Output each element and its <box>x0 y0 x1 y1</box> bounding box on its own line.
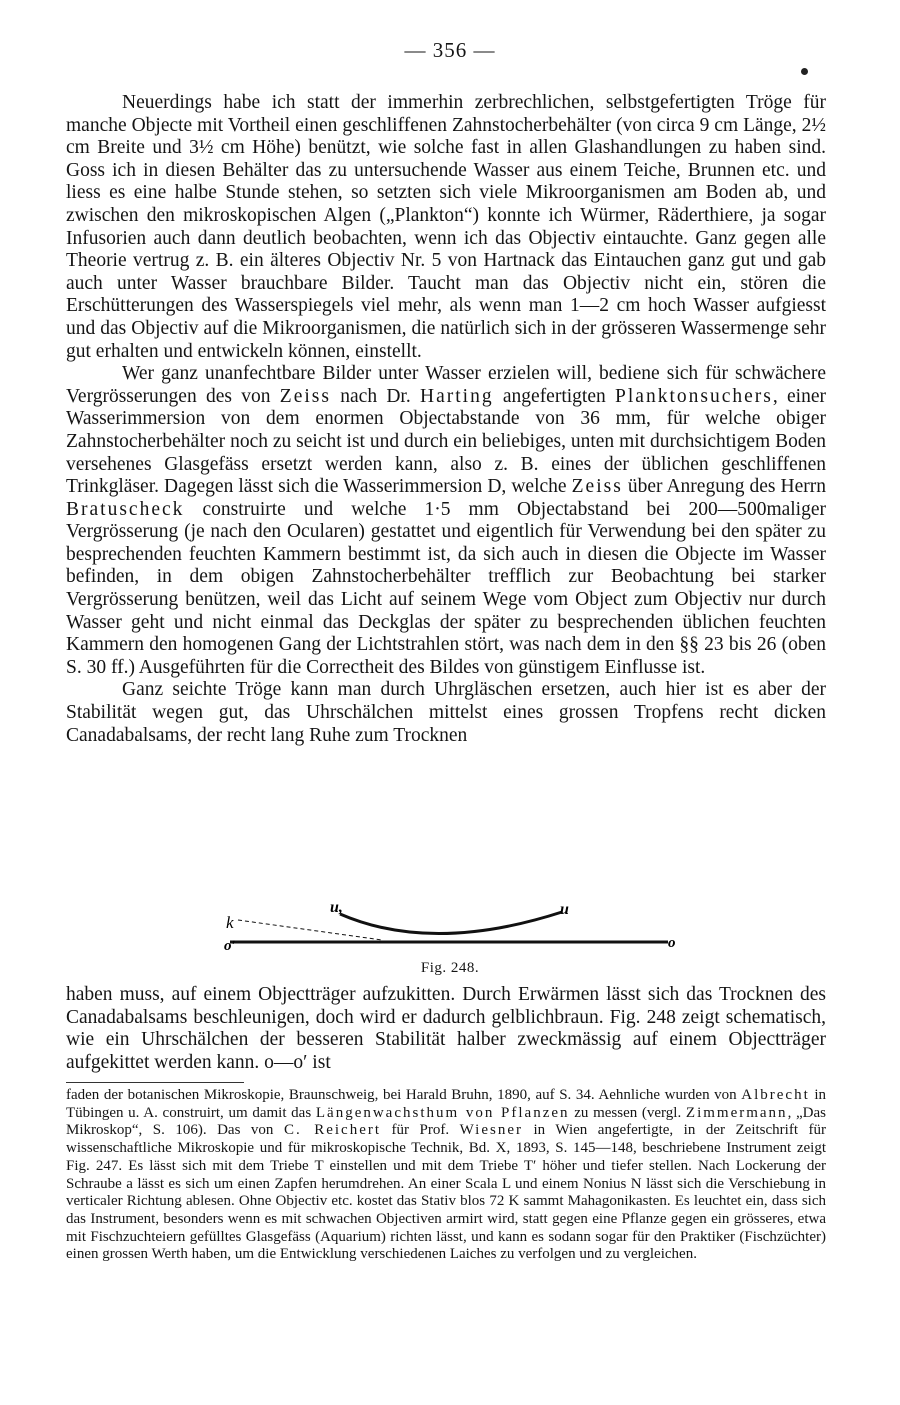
label-o1: o′ <box>224 938 236 954</box>
main-text-top <box>66 92 826 747</box>
term-planktonsucher: Planktonsuchers <box>615 385 773 407</box>
text-run: in Tübingen u. A. construirt, um damit das <box>66 1087 827 1121</box>
text-run: zu messen (vergl. <box>569 1104 686 1121</box>
page-number: — 356 — <box>404 38 496 62</box>
name-wiesner: Wiesner <box>459 1122 523 1139</box>
text-run: , „Das Mikroskop“, S. 106). Das von <box>66 1104 826 1139</box>
label-u: u <box>560 901 569 918</box>
name-harting: Harting <box>420 385 494 407</box>
text-run: angefertigten <box>493 385 616 407</box>
text-run: Wer ganz unanfechtbare Bilder unter Wasser erzielen will, bediene sich für schwächere Vergrösserungen des von <box>66 363 826 407</box>
paragraph-planktonsucher <box>66 363 826 679</box>
text-run: für Prof. <box>381 1122 460 1139</box>
name-zeiss: Zeiss <box>279 385 331 407</box>
footnote-rule <box>66 1082 244 1083</box>
paragraph-continuation: haben muss, auf einem Objectträger aufzukitten. Durch Erwärmen lässt sich das Trocknen des Canadabalsams beschleunigen, doch wird er dadurch gelblichbraun. Fig. 248 zeigt schematisch, wie ein Uhrschälchen der besseren Stabilität halber zweckmässig auf einem Objectträger aufgekittet werden kann. o—o′ ist <box>66 984 826 1073</box>
text-run: construirte und welche 1·5 mm Objectabstand bei 200—500maliger Vergrösserung (je nach den Ocularen) gestattet und eigentlich für Verwendung bei den später zu besprechenden feuchten Kammern bestimmt ist, da sich auch in diesen die Objecte im Wasser befinden, in dem obigen Zahnstocherbehälter trefflich zur Beobachtung bei starker Vergrösserung benützen, weil das Licht auf seinem Wege vom Object zum Objectiv nur durch Wasser geht und nicht einmal das Deckglas der später zu besprechenden üblichen feuchten Kammern den homogenen Gang der Lichtstrahlen stört, was nach dem in den §§ 23 bis 26 (oben S. 30 ff.) Ausgeführten für die Correctheit des Bildes von günstigem Einflusse ist. <box>66 498 826 678</box>
text-run: faden der botanischen Mikroskopie, Braunschweig, bei Harald Bruhn, 1890, auf S. 34. Aehnliche wurden von <box>66 1087 742 1103</box>
name-zeiss-2: Zeiss <box>571 476 623 498</box>
figure-caption: Fig. 248. <box>420 960 480 976</box>
print-speck <box>801 68 808 75</box>
uhrschaelchen-curve <box>340 912 562 934</box>
text-run: in Wien angefertigte, in der Zeitschrift für wissenschaftliche Mikroskopie und für mikroskopische Technik, Bd. X, 1893, S. 145—148, beschriebene Instrument zeigt Fig. 247. Es lässt sich mit dem Triebe T einstellen und mit dem Triebe T′ höher und tiefer stellen. Nach Lockerung der Schraube a lässt es sich um einen Zapfen herumdrehen. An einer Scala L und einem Nonius N lässt sich die Verschiebung in verticaler Richtung ablesen. Ohne Objectiv etc. kostet das Stativ blos 72 K sammt Mahagonikasten. Es leuchtet ein, dass sich das Instrument, besonders wenn es mit schwachen Objectiven armirt wird, statt gegen eine Pflanze gegen ein grösseres, etwa mit Fischzuchteiern gefülltes Glasgefäss (Aquarium) richten lässt, und kann es sodann sogar für den Praktiker (Fischzüchter) einen grossen Werth haben, um die Entwicklung verschiedenen Laiches zu verfolgen und zu vergleichen. <box>66 1122 826 1263</box>
paragraph-zahnstocherbehaelter: Neuerdings habe ich statt der immerhin zerbrechlichen, selbstgefertigten Tröge für manche Objecte mit Vortheil einen geschliffenen Zahnstocherbehälter (von circa 9 cm Länge, 2½ cm Breite und 3½ cm Höhe) benützt, wie solche fast in allen Glashandlungen zu haben sind. Goss ich in diesen Behälter das zu untersuchende Wasser aus einem Teiche, Brunnen etc. und liess es eine halbe Stunde stehen, so setzten sich viele Mikroorganismen am Boden ab, und zwischen den mikroskopischen Algen („Plankton“) konnte ich Würmer, Räderthiere, ja sogar Infusorien auch dann deutlich beobachten, wenn ich das Objectiv eintauchte. Ganz gegen alle Theorie vertrug z. B. ein älteres Objectiv Nr. 5 von Hartnack das Eintauchen ganz gut und gab auch unter Wasser brauchbare Bilder. Taucht man das Objectiv nicht ein, stören die Erschütterungen des Wasserspiegels viel mehr, als wenn man 1—2 cm hoch Wasser aufgiesst und das Objectiv auf die Mikroorganismen, die natürlich sich in der grösseren Wassermenge sehr gut erhalten und entwickeln können, einstellt. <box>66 92 826 362</box>
name-reichert: C. Reichert <box>283 1122 382 1139</box>
name-bratuscheck: Bratuscheck <box>66 498 185 520</box>
text-run: über Anregung des Herrn <box>622 476 827 498</box>
text-run: , einer Wasserimmersion von dem enormen Objectabstande von 36 mm, für welche obiger Zahnstocherbehälter noch zu seicht ist und durch ein beliebiges, unten mit durchsichtigem Boden versehenes Glasgefäss ersetzt werden kann, also z. B. eines der üblichen geschliffenen Trinkgläser. Dagegen lässt sich die Wasserimmersion D, welche <box>66 385 826 498</box>
text-run: nach Dr. <box>330 385 421 407</box>
name-albrecht: Albrecht <box>741 1087 810 1103</box>
label-u1: u, <box>330 899 343 916</box>
name-zimmermann: Zimmermann <box>685 1104 788 1121</box>
paragraph-uhrglaeschen: Ganz seichte Tröge kann man durch Uhrgläschen ersetzen, auch hier ist es aber der Stabilität wegen gut, das Uhrschälchen mittelst eines grossen Tropfens recht dicken Canadabalsams, der recht lang Ruhe zum Trocknen <box>66 679 826 746</box>
label-o: o <box>668 935 676 951</box>
footnote <box>66 1087 826 1264</box>
main-text-bottom <box>66 984 826 1074</box>
label-k: k <box>226 913 234 932</box>
footnote-text <box>66 1087 826 1264</box>
term-laengenwachsthum: Längenwachsthum von Pflanzen <box>315 1104 570 1121</box>
